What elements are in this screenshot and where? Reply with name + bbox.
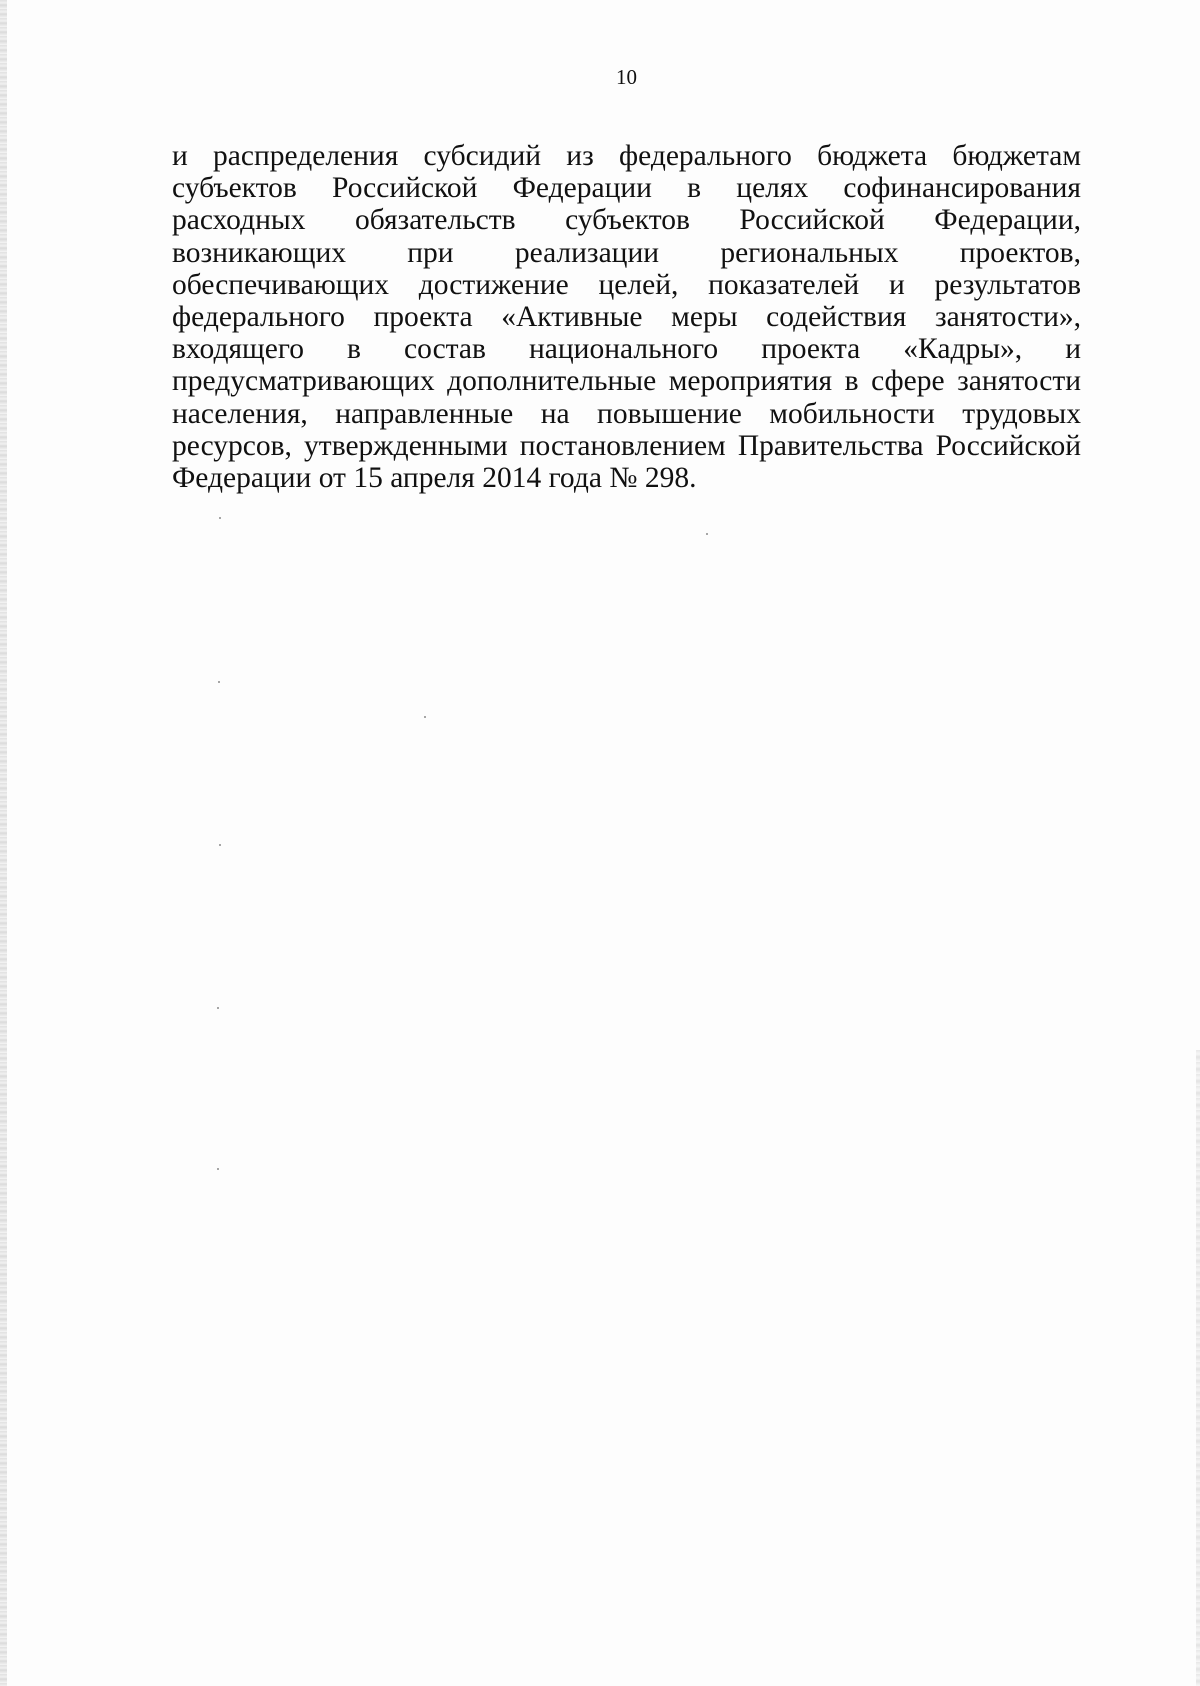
scan-speck bbox=[706, 533, 708, 535]
scan-speck bbox=[219, 517, 221, 519]
scan-speck bbox=[218, 681, 220, 683]
scan-speck bbox=[424, 716, 426, 718]
scan-speck bbox=[217, 1007, 219, 1009]
scan-speck bbox=[219, 844, 221, 846]
scan-edge-right bbox=[1196, 1050, 1200, 1686]
scan-speck bbox=[217, 1168, 219, 1170]
scan-edge-left bbox=[0, 0, 7, 1686]
body-paragraph: и распределения субсидий из федерального бюджета бюджетам субъектов Российской Федерации в целях софинансирования расходных обязательств субъектов Российской Федерации, возникающих при реализации региональных проектов, обеспечивающих достижение целей, показателей и результатов федерального проекта «Активные меры содействия занятости», входящего в состав национального проекта «Кадры», и предусматривающих дополнительные мероприятия в сфере занятости населения, направленные на повышение мобильности трудовых ресурсов, утвержденными постановлением Правительства Российской Федерации от 15 апреля 2014 года № 298. bbox=[172, 140, 1081, 495]
page-number: 10 bbox=[616, 65, 637, 89]
